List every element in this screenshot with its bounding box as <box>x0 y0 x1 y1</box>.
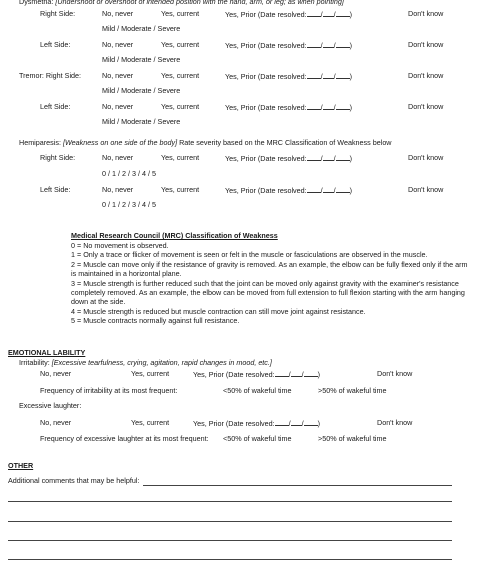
comment-line-4[interactable] <box>8 540 452 541</box>
dysmetria-left-prior-option[interactable]: Yes, Prior (Date resolved: / / ) <box>225 41 353 50</box>
irritability-label: Irritability: <box>19 358 50 367</box>
hemiparesis-right-current-option[interactable]: Yes, current <box>161 153 200 162</box>
irritability-current-option[interactable]: Yes, current <box>131 369 170 378</box>
dysmetria-description: [Undershoot or overshoot of intended position with the hand, arm, or leg; as when pointing] <box>55 0 344 6</box>
dysmetria-right-current-option[interactable]: Yes, current <box>161 9 200 18</box>
laughter-current-option[interactable]: Yes, current <box>131 418 170 427</box>
dysmetria-header <box>19 0 344 7</box>
irritability-frequency-label: Frequency of irritability at its most frequent: <box>40 386 178 395</box>
date-day-blank[interactable] <box>323 41 334 48</box>
hemiparesis-left-side-label: Left Side: <box>40 185 71 194</box>
laughter-frequency-label: Frequency of excessive laughter at its most frequent: <box>40 434 209 443</box>
hemiparesis-left-never-option[interactable]: No, never <box>102 185 134 194</box>
mrc-item-2: 2 = Muscle can move only if the resistance of gravity is removed. As an example, the elbow can be fully flexed only if the arm is maintained in a horizontal plane. <box>71 260 468 278</box>
hemiparesis-right-mrc-scale[interactable]: 0 / 1 / 2 / 3 / 4 / 5 <box>102 169 156 178</box>
hemiparesis-right-dont-know-option[interactable]: Don't know <box>408 153 444 162</box>
hemiparesis-left-dont-know-option[interactable]: Don't know <box>408 185 444 194</box>
hemiparesis-right-never-option[interactable]: No, never <box>102 153 134 162</box>
mrc-item-5: 5 = Muscle contracts normally against full resistance. <box>71 316 240 325</box>
dysmetria-label: Dysmetria: <box>19 0 54 6</box>
tremor-right-current-option[interactable]: Yes, current <box>161 71 200 80</box>
date-year-blank[interactable] <box>336 103 350 110</box>
hemiparesis-left-prior-option[interactable]: Yes, Prior (Date resolved: / / ) <box>225 186 353 195</box>
dysmetria-right-dont-know-option[interactable]: Don't know <box>408 9 444 18</box>
comment-line-1[interactable] <box>143 485 452 486</box>
dysmetria-left-side-label: Left Side: <box>40 40 71 49</box>
mrc-item-1: 1 = Only a trace or flicker of movement is seen or felt in the muscle or fasciculations are observed in the muscle. <box>71 250 428 259</box>
tremor-left-side-label: Left Side: <box>40 102 71 111</box>
hemiparesis-right-side-label: Right Side: <box>40 153 76 162</box>
date-day-blank[interactable] <box>291 419 302 426</box>
irritability-header <box>19 359 272 368</box>
tremor-left-never-option[interactable]: No, never <box>102 102 134 111</box>
comment-line-2[interactable] <box>8 501 452 502</box>
tremor-right-prior-option[interactable]: Yes, Prior (Date resolved: / / ) <box>225 72 353 81</box>
tremor-right-side-label: Tremor: Right Side: <box>19 71 82 80</box>
dysmetria-right-never-option[interactable]: No, never <box>102 9 134 18</box>
mrc-item-3: 3 = Muscle strength is further reduced such that the joint can be moved only against gravity with the examiner's resistance completely removed. As an example, the elbow can be moved from full extension to full flexion starting with the arm hanging down at the side. <box>71 279 465 306</box>
irritability-description: [Excessive tearfulness, crying, agitation, rapid changes in mood, etc.] <box>51 358 272 367</box>
comment-line-3[interactable] <box>8 521 452 522</box>
tremor-left-severity[interactable]: Mild / Moderate / Severe <box>102 117 181 126</box>
date-month-blank[interactable] <box>307 154 321 161</box>
laughter-gt50-option[interactable]: >50% of wakeful time <box>318 434 387 443</box>
laughter-dont-know-option[interactable]: Don't know <box>377 418 413 427</box>
irritability-dont-know-option[interactable]: Don't know <box>377 369 413 378</box>
excessive-laughter-label: Excessive laughter: <box>19 401 82 410</box>
other-heading: OTHER <box>8 461 34 470</box>
date-day-blank[interactable] <box>291 370 302 377</box>
hemiparesis-description: [Weakness on one side of the body] <box>62 138 178 147</box>
mrc-item-4: 4 = Muscle strength is reduced but muscle contraction can still move joint against resistance. <box>71 307 366 316</box>
laughter-never-option[interactable]: No, never <box>40 418 72 427</box>
date-year-blank[interactable] <box>336 10 350 17</box>
date-year-blank[interactable] <box>336 72 350 79</box>
dysmetria-right-side-label: Right Side: <box>40 9 76 18</box>
date-month-blank[interactable] <box>275 370 289 377</box>
hemiparesis-header <box>19 139 392 148</box>
irritability-never-option[interactable]: No, never <box>40 369 72 378</box>
mrc-item-0: 0 = No movement is observed. <box>71 241 169 250</box>
date-day-blank[interactable] <box>323 72 334 79</box>
date-day-blank[interactable] <box>323 103 334 110</box>
date-month-blank[interactable] <box>307 10 321 17</box>
date-month-blank[interactable] <box>307 41 321 48</box>
irritability-gt50-option[interactable]: >50% of wakeful time <box>318 386 387 395</box>
dysmetria-left-current-option[interactable]: Yes, current <box>161 40 200 49</box>
date-year-blank[interactable] <box>336 154 350 161</box>
hemiparesis-label: Hemiparesis: <box>19 138 61 147</box>
tremor-right-dont-know-option[interactable]: Don't know <box>408 71 444 80</box>
date-month-blank[interactable] <box>307 72 321 79</box>
tremor-right-severity[interactable]: Mild / Moderate / Severe <box>102 86 181 95</box>
hemiparesis-left-current-option[interactable]: Yes, current <box>161 185 200 194</box>
laughter-prior-option[interactable]: Yes, Prior (Date resolved: / / ) <box>193 419 321 428</box>
hemiparesis-instruction: Rate severity based on the MRC Classification of Weakness below <box>177 138 392 147</box>
comment-line-5[interactable] <box>8 559 452 560</box>
date-day-blank[interactable] <box>323 10 334 17</box>
date-year-blank[interactable] <box>304 370 318 377</box>
date-day-blank[interactable] <box>323 186 334 193</box>
hemiparesis-right-prior-option[interactable]: Yes, Prior (Date resolved: / / ) <box>225 154 353 163</box>
tremor-left-dont-know-option[interactable]: Don't know <box>408 102 444 111</box>
date-year-blank[interactable] <box>336 186 350 193</box>
irritability-lt50-option[interactable]: <50% of wakeful time <box>223 386 292 395</box>
date-year-blank[interactable] <box>336 41 350 48</box>
tremor-left-current-option[interactable]: Yes, current <box>161 102 200 111</box>
date-year-blank[interactable] <box>304 419 318 426</box>
dysmetria-left-never-option[interactable]: No, never <box>102 40 134 49</box>
hemiparesis-left-mrc-scale[interactable]: 0 / 1 / 2 / 3 / 4 / 5 <box>102 200 156 209</box>
mrc-title: Medical Research Council (MRC) Classification of Weakness <box>71 231 278 240</box>
dysmetria-right-severity[interactable]: Mild / Moderate / Severe <box>102 24 181 33</box>
tremor-left-prior-option[interactable]: Yes, Prior (Date resolved: / / ) <box>225 103 353 112</box>
laughter-lt50-option[interactable]: <50% of wakeful time <box>223 434 292 443</box>
tremor-right-never-option[interactable]: No, never <box>102 71 134 80</box>
date-month-blank[interactable] <box>307 186 321 193</box>
irritability-prior-option[interactable]: Yes, Prior (Date resolved: / / ) <box>193 370 321 379</box>
dysmetria-left-dont-know-option[interactable]: Don't know <box>408 40 444 49</box>
date-month-blank[interactable] <box>307 103 321 110</box>
emotional-lability-heading: EMOTIONAL LABILITY <box>8 348 86 357</box>
date-day-blank[interactable] <box>323 154 334 161</box>
additional-comments-label: Additional comments that may be helpful: <box>8 476 140 485</box>
date-month-blank[interactable] <box>275 419 289 426</box>
dysmetria-left-severity[interactable]: Mild / Moderate / Severe <box>102 55 181 64</box>
dysmetria-right-prior-option[interactable]: Yes, Prior (Date resolved: / / ) <box>225 10 353 19</box>
